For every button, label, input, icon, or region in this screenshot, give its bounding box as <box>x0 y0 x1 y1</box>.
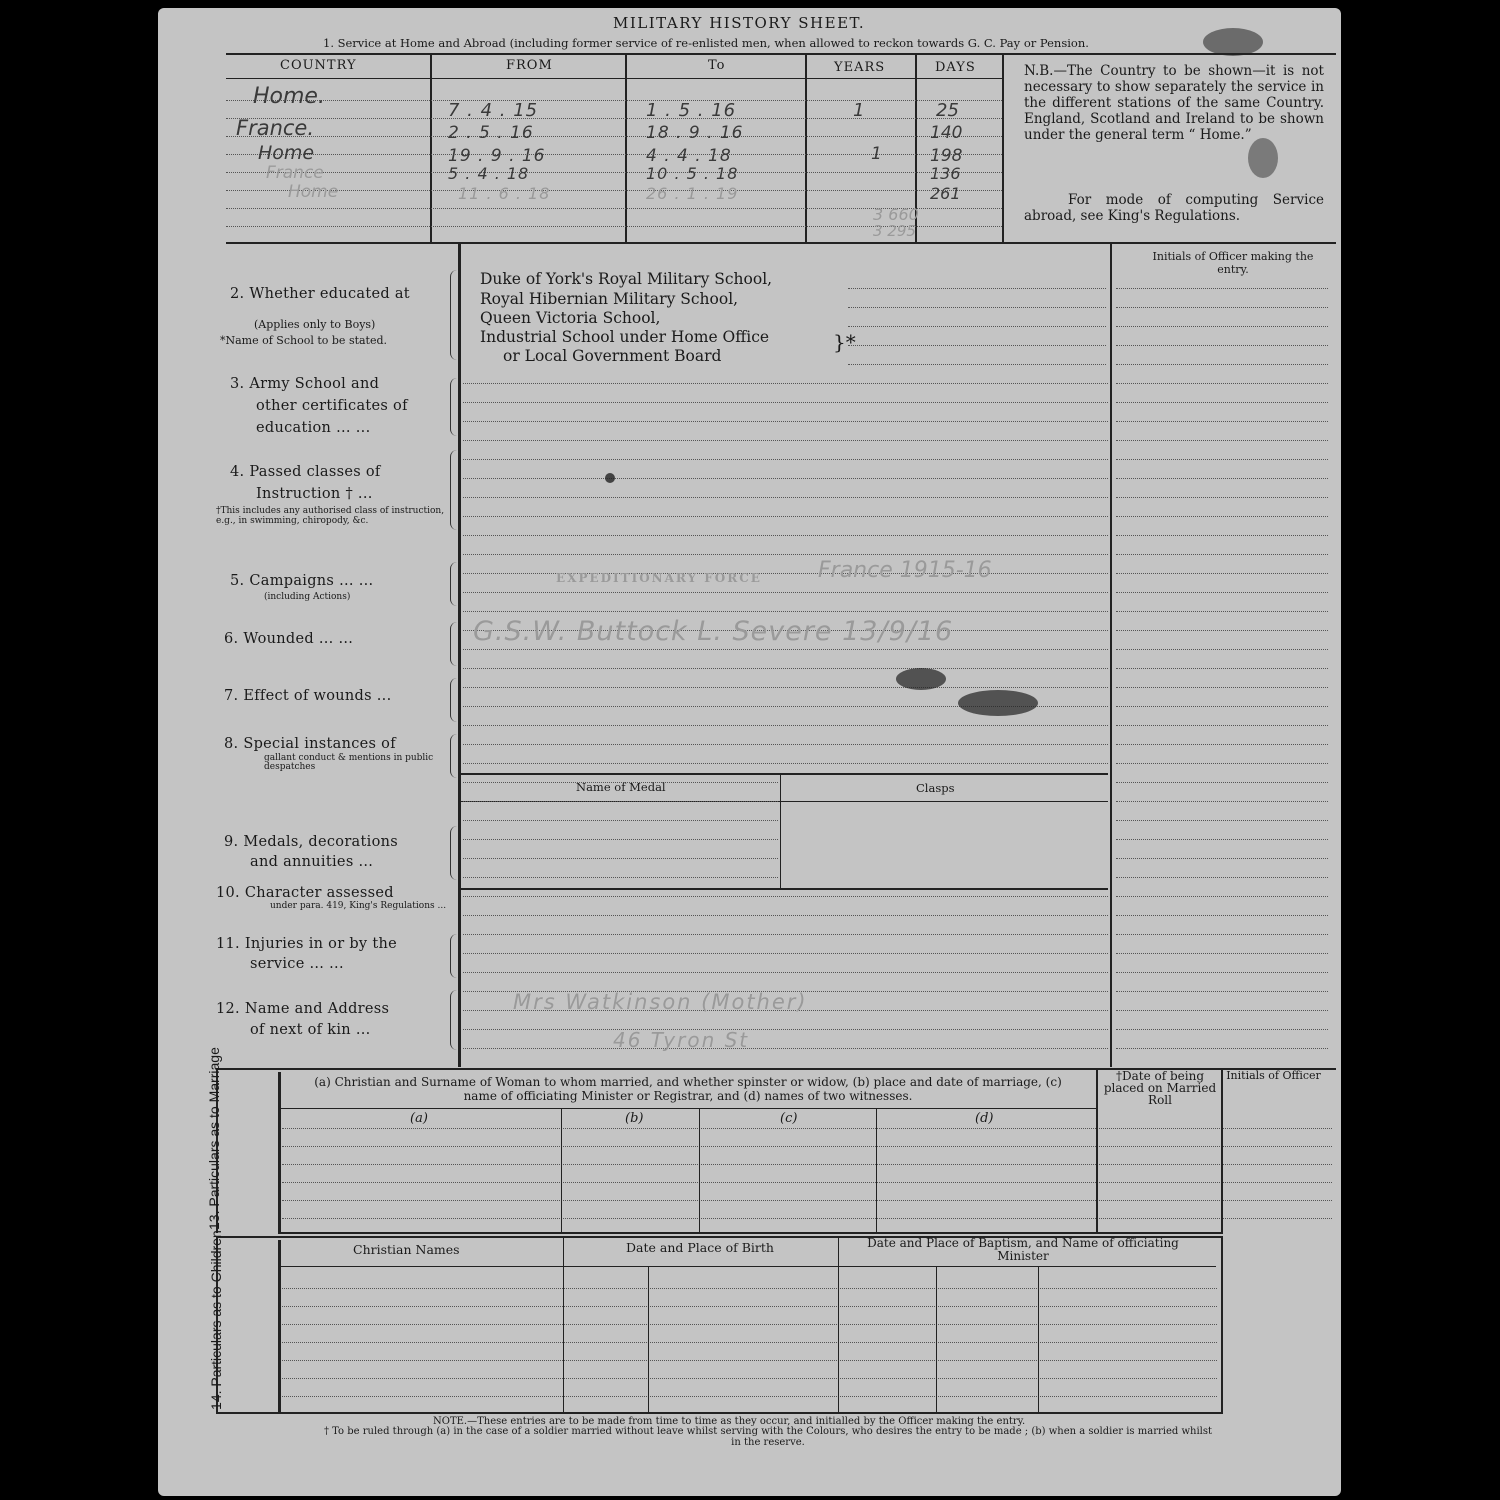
medal-clasps-header: Clasps <box>916 781 955 795</box>
sec3-label: 3. Army School and <box>230 376 380 392</box>
ruling-line <box>1116 421 1328 422</box>
children-side-label: 14. Particulars as to Children <box>208 1230 224 1410</box>
ruling-line <box>1116 478 1328 479</box>
ruling-line <box>1116 440 1328 441</box>
service-total-adjusted: 3 295 <box>873 222 916 240</box>
service-to: 1 . 5 . 16 <box>646 100 737 121</box>
ruling-line <box>1116 383 1328 384</box>
ink-stain <box>605 473 615 483</box>
service-from: 2 . 5 . 16 <box>448 123 534 143</box>
service-to: 10 . 5 . 18 <box>646 164 739 183</box>
ruling-line <box>463 972 1108 973</box>
ruling-line <box>463 1029 1108 1030</box>
service-days: 25 <box>936 100 959 121</box>
ruling-line <box>282 1378 1217 1379</box>
ruling-line <box>463 1048 1108 1049</box>
sec10-label: 10. Character assessed <box>216 885 394 901</box>
marriage-col-a: (a) <box>410 1111 428 1126</box>
sec4-note: †This includes any authorised class of instruction, e.g., in swimming, chiropody, &c. <box>216 506 445 526</box>
sec12-label-2: of next of kin ... <box>250 1022 371 1038</box>
ruling-line <box>1116 611 1328 612</box>
ruling-line <box>463 440 1108 441</box>
ruling-line <box>1116 307 1328 308</box>
ruling-line <box>463 801 778 802</box>
service-days: 140 <box>930 123 963 143</box>
school-option: or Local Government Board <box>503 347 722 365</box>
sec3-label-3: education ... ... <box>256 420 371 436</box>
col-years: YEARS <box>834 60 886 75</box>
ruling-line <box>463 763 1108 764</box>
next-of-kin-name: Mrs Watkinson (Mother) <box>513 990 808 1014</box>
ruling-line <box>282 1218 1332 1219</box>
ruling-line <box>1116 649 1328 650</box>
marriage-col-b: (b) <box>625 1111 644 1126</box>
ruling-line <box>1116 896 1328 897</box>
sec10-sub: under para. 419, King's Regulations ... <box>270 901 447 911</box>
ruling-line <box>1116 706 1328 707</box>
initials-header: Initials of Officer making the entry. <box>1152 250 1314 276</box>
ruling-line <box>848 307 1106 308</box>
sec3-label-2: other certificates of <box>256 398 408 414</box>
ruling-line <box>282 1182 1332 1183</box>
service-days: 261 <box>930 184 961 203</box>
marriage-col-c: (c) <box>780 1111 798 1126</box>
ruling-line <box>1116 972 1328 973</box>
service-from: 19 . 9 . 16 <box>448 146 546 166</box>
ruling-line <box>1116 554 1328 555</box>
ruling-line <box>1116 630 1328 631</box>
ruling-line <box>1116 1048 1328 1049</box>
ruling-line <box>463 554 1108 555</box>
ruling-line <box>463 687 1108 688</box>
ruling-line <box>1116 839 1328 840</box>
children-baptism-header: Date and Place of Baptism, and Name of officiating Minister <box>867 1236 1179 1263</box>
ruling-line <box>282 1342 1217 1343</box>
ruling-line <box>463 668 1108 669</box>
ruling-line <box>463 877 778 878</box>
ruling-line <box>282 1164 1332 1165</box>
ruling-line <box>463 402 1108 403</box>
service-days: 198 <box>930 146 963 166</box>
sec8-label: 8. Special instances of <box>224 736 396 752</box>
wound-entry: G.S.W. Buttock L. Severe 13/9/16 <box>473 616 954 647</box>
ruling-line <box>463 744 1108 745</box>
service-country: Home <box>288 182 339 202</box>
ruling-line <box>282 1288 1217 1289</box>
service-country: Home <box>258 142 315 164</box>
ink-stain <box>958 690 1038 716</box>
ruling-line <box>282 1200 1332 1201</box>
marriage-side-label: 13. Particulars as to Marriage <box>206 1047 222 1230</box>
ruling-line <box>463 459 1108 460</box>
ink-stain <box>1203 28 1263 56</box>
sec9-label: 9. Medals, decorations <box>224 834 398 850</box>
ruling-line <box>282 1360 1217 1361</box>
ruling-line <box>1116 801 1328 802</box>
ruling-line <box>1116 326 1328 327</box>
ruling-line <box>1116 858 1328 859</box>
ruling-line <box>463 649 1108 650</box>
nb-note-computing: For mode of computing Service abroad, see King's Regulations. <box>1024 192 1324 224</box>
footer-note: NOTE.—These entries are to be made from time to time as they occur, and initialled by the Officer making the entry. <box>433 1416 1026 1427</box>
ruling-line <box>1116 877 1328 878</box>
ruling-line <box>1116 782 1328 783</box>
school-option: Royal Hibernian Military School, <box>480 290 739 308</box>
ruling-line <box>463 421 1108 422</box>
col-country: COUNTRY <box>280 58 357 73</box>
ruling-line <box>848 364 1106 365</box>
service-to: 4 . 4 . 18 <box>646 146 732 166</box>
ruling-line <box>1116 1029 1328 1030</box>
ruling-line <box>1116 288 1328 289</box>
sec2-label: 2. Whether educated at <box>230 286 410 302</box>
ruling-line <box>1116 668 1328 669</box>
service-years: 1 <box>853 100 865 121</box>
ruling-line <box>463 535 1108 536</box>
service-country: France. <box>236 116 315 140</box>
ruling-line <box>1116 535 1328 536</box>
ruling-line <box>1116 820 1328 821</box>
sheet-title: MILITARY HISTORY SHEET. <box>613 14 866 32</box>
footer-note-2: † To be ruled through (a) in the case of a soldier married without leave whilst serving with the Colours, who desires the entry to be made ; (b) when a soldier is married whilst in the reserve. <box>323 1426 1212 1448</box>
service-from: 11 . 6 . 18 <box>458 184 551 203</box>
sec12-label: 12. Name and Address <box>216 1001 390 1017</box>
ruling-line <box>282 1146 1332 1147</box>
service-to: 26 . 1 . 19 <box>646 184 739 203</box>
history-sheet: MILITARY HISTORY SHEET. 1. Service at Home and Abroad (including former service of re-enlisted men, when allowed to reckon towards G. C. Pay or Pension. COUNTRY FROM To YEARS DAYS Home. 7 . 4 . 15 1 . 5 . 16 1 25 France. 2 . 5 . 16 18 . 9 . 16 140 Home 19 . 9 . 16 4 . 4 . 18 1 198 France 5 . 4 . 18 10 . 5 . 18 136 Home 11 . 6 . 18 26 . 1 . 19 261 3 660 3 295 N.B.—The Country to be shown—it is not necessary to show separately the service in the different stations of the same Country. England, Scotland and Ireland to be shown under the general term “ Home.” For mode of computing Service abroad, see King's Regulations. Initials of Officer making the entry. Duke of York's Royal Military School, Royal Hibernian Military School, Queen Victoria School, Industrial School under Home Office or Local Government Board }* 2. Whether educated at (Applies only to Boys) *Name of School to be stated. 3. Army School and other certificates of education ... ... 4. Passed classes of Instruction † ... †This includes any authorised class of instruction, e.g., in swimming, chiropody, &c. 5. Campaigns ... ... (including Actions) 6. Wounded ... ... 7. Effect of wounds ... 8. Special instances of gallant conduct & mentions in public despatches 9. Medals, decorations and annuities ... 10. Character assessed under para. 419, King's Regulations ... 11. Injuries in or by the service ... ... 12. Name and Address of next of kin ... EXPEDITIONARY FORCE France 1915-16 G.S.W. Buttock L. Severe 13/9/16 Mrs Watkinson (Mother) 46 Tyron St Name of Medal Clasps 13. Particulars as to Marriage (a) Christian and Surname of Woman to whom married, and whether spinster or widow, (b) place and date of marriage, (c) name of officiating Minister or Registrar, and (d) names of two witnesses. (a) (b) (c) (d) †Date of being placed on Married Roll Initials of Officer 14. Particulars as to Children Christian Names Date and Place of Birth Date and Place of Baptism, and Name of officiating Minister NOTE.—These entries are to be made from time to time as they occur, and initialled by the Officer making the entry. † To be ruled through (a) in the case of a soldier married without leave whilst serving with the Colours, who desires the entry to be made ; (b) when a soldier is married whilst in the reserve. <box>158 8 1341 1496</box>
ruling-line <box>463 497 1108 498</box>
ruling-line <box>1116 687 1328 688</box>
ink-stain <box>896 668 946 690</box>
ruling-line <box>1116 402 1328 403</box>
ruling-line <box>282 1306 1217 1307</box>
ruling-line <box>463 858 778 859</box>
ruling-line <box>848 326 1106 327</box>
ruling-line <box>1116 459 1328 460</box>
children-names-header: Christian Names <box>353 1242 460 1257</box>
school-option: Queen Victoria School, <box>480 309 661 327</box>
ruling-line <box>463 383 1108 384</box>
sec4-label: 4. Passed classes of <box>230 464 381 480</box>
school-option: Industrial School under Home Office <box>480 328 770 346</box>
ruling-line <box>1116 345 1328 346</box>
ruling-line <box>1116 763 1328 764</box>
col-to: To <box>708 58 726 73</box>
ruling-line <box>463 478 1108 479</box>
school-option: Duke of York's Royal Military School, <box>480 270 773 288</box>
ruling-line <box>1116 991 1328 992</box>
ruling-line <box>282 1324 1217 1325</box>
ruling-line <box>1116 725 1328 726</box>
ruling-line <box>1116 592 1328 593</box>
marriage-initials-header: Initials of Officer <box>1226 1069 1321 1082</box>
ruling-line <box>1116 934 1328 935</box>
ruling-line <box>463 839 778 840</box>
married-roll-header: †Date of being placed on Married Roll <box>1103 1069 1217 1107</box>
ruling-line <box>1116 744 1328 745</box>
children-birth-header: Date and Place of Birth <box>626 1240 774 1255</box>
ruling-line <box>1116 953 1328 954</box>
ruling-line <box>848 288 1106 289</box>
ruling-line <box>1116 1010 1328 1011</box>
service-total: 3 660 <box>873 205 919 224</box>
ruling-line <box>848 345 1106 346</box>
service-from: 5 . 4 . 18 <box>448 164 530 183</box>
sec11-label: 11. Injuries in or by the <box>216 936 397 952</box>
sec2-sub1: (Applies only to Boys) <box>254 318 376 331</box>
sec11-label-2: service ... ... <box>250 956 344 972</box>
ruling-line <box>1116 915 1328 916</box>
ink-stain <box>1248 138 1278 178</box>
section-1-heading: 1. Service at Home and Abroad (including former service of re-enlisted men, when allowed to reckon towards G. C. Pay or Pension. <box>323 36 1089 50</box>
service-years: 1 <box>871 144 882 164</box>
ruling-line <box>1116 516 1328 517</box>
service-country: Home. <box>253 84 325 109</box>
nb-note: N.B.—The Country to be shown—it is not necessary to show separately the service in the different stations of the same Country. England, Scotland and Ireland to be shown under the general term “ Home.” <box>1024 63 1324 143</box>
sec2-sub2: *Name of School to be stated. <box>220 334 388 347</box>
campaign-entry: France 1915-16 <box>818 558 992 583</box>
marriage-col-d: (d) <box>975 1111 994 1126</box>
sec5-sub: (including Actions) <box>264 592 351 602</box>
ruling-line <box>463 611 1108 612</box>
ruling-line <box>463 725 1108 726</box>
col-from: FROM <box>506 58 553 73</box>
ruling-line <box>463 592 1108 593</box>
ruling-line <box>463 820 778 821</box>
sec9-label-2: and annuities ... <box>250 854 374 870</box>
sec5-label: 5. Campaigns ... ... <box>230 573 374 589</box>
ruling-line <box>463 516 1108 517</box>
medal-name-header: Name of Medal <box>576 780 666 794</box>
service-from: 7 . 4 . 15 <box>448 100 539 121</box>
ruling-line <box>1116 364 1328 365</box>
sec8-sub: gallant conduct & mentions in public despatches <box>264 753 434 772</box>
col-days: DAYS <box>935 60 976 75</box>
next-of-kin-address: 46 Tyron St <box>613 1028 750 1052</box>
service-to: 18 . 9 . 16 <box>646 123 744 143</box>
sec7-label: 7. Effect of wounds ... <box>224 688 392 704</box>
sec4-label-2: Instruction † ... <box>256 486 373 502</box>
sec6-label: 6. Wounded ... ... <box>224 631 354 647</box>
ruling-line <box>463 915 1108 916</box>
ruling-line <box>463 896 1108 897</box>
ruling-line <box>463 953 1108 954</box>
service-days: 136 <box>930 164 961 183</box>
ruling-line <box>282 1128 1332 1129</box>
ruling-line <box>1116 497 1328 498</box>
campaign-stamp: EXPEDITIONARY FORCE <box>556 571 762 585</box>
ruling-line <box>463 934 1108 935</box>
ruling-line <box>282 1396 1217 1397</box>
ruling-line <box>1116 573 1328 574</box>
service-country: France <box>266 163 324 183</box>
marriage-header: (a) Christian and Surname of Woman to whom married, and whether spinster or widow, (b) place and date of marriage, (c) name of officiating Minister or Registrar, and (d) names of two witnesses. <box>314 1075 1062 1103</box>
